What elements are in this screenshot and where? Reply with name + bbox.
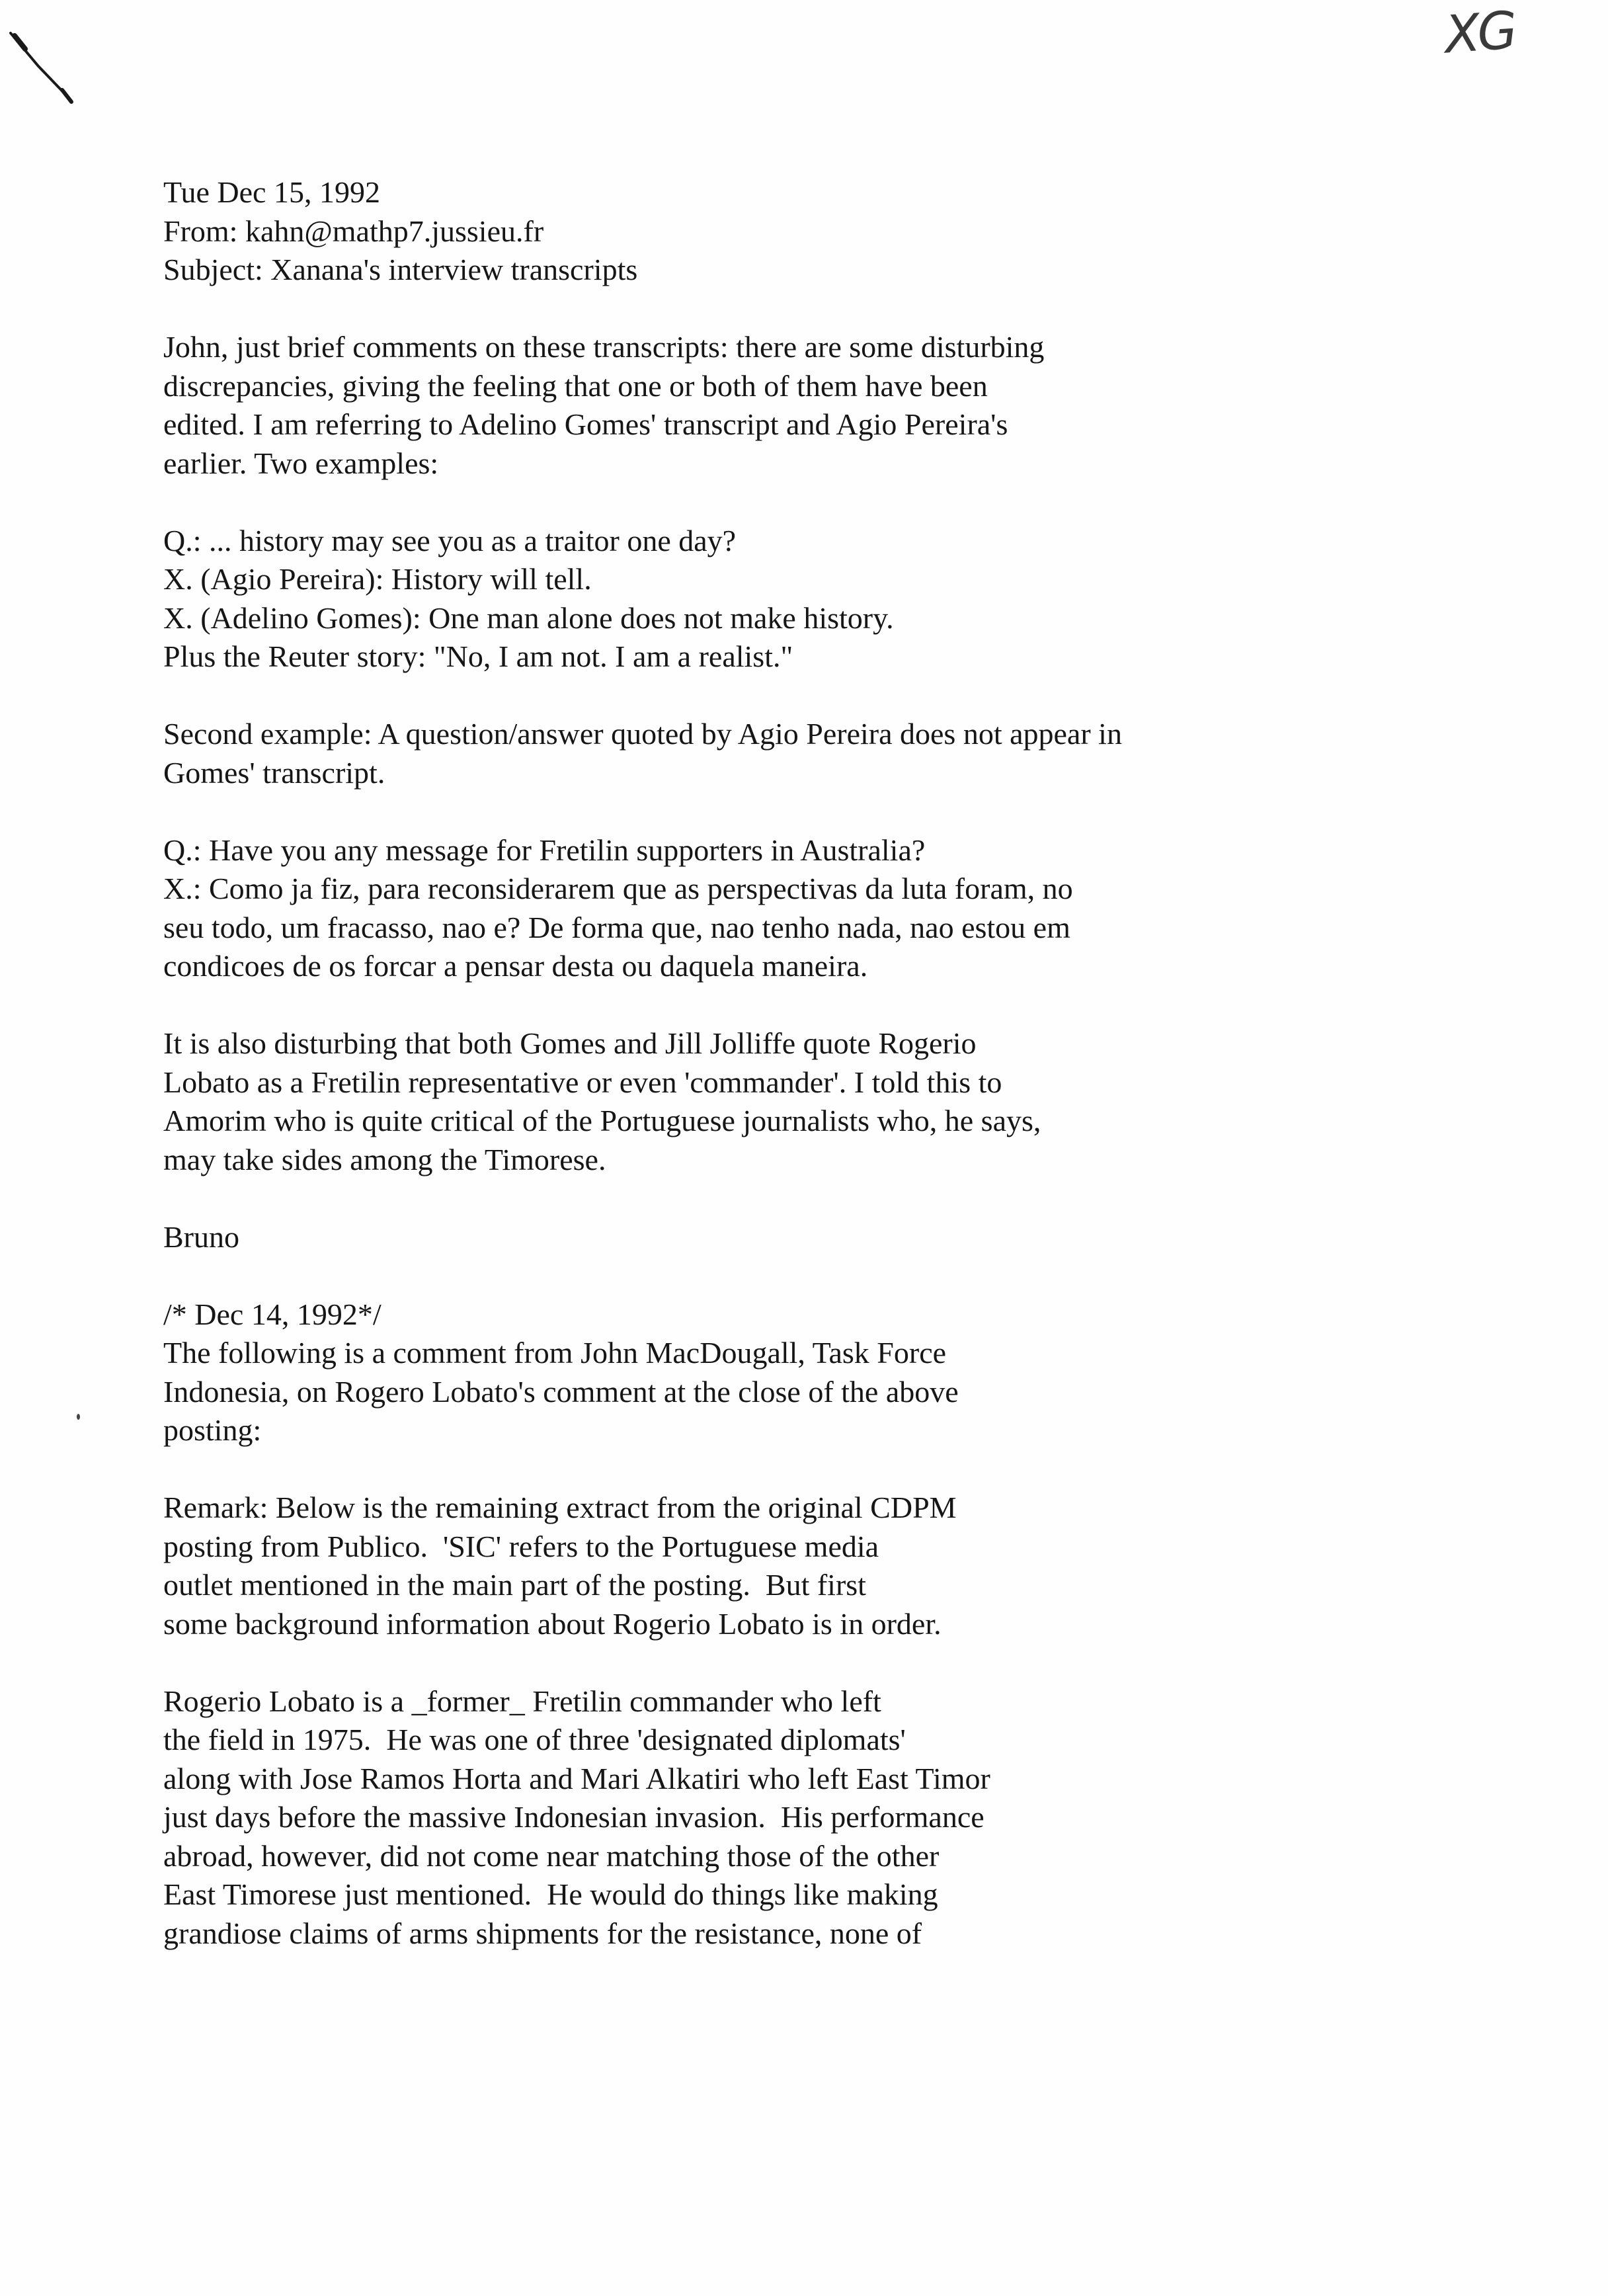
email-header [163, 173, 1486, 290]
text-line: the field in 1975. He was one of three 'designated diplomats' [163, 1723, 906, 1756]
text-line: grandiose claims of arms shipments for the resistance, none of [163, 1916, 922, 1950]
paragraph-gap [163, 1643, 1486, 1682]
text-line: discrepancies, giving the feeling that one or both of them have been [163, 368, 988, 403]
header-from: From: kahn@mathp7.jussieu.fr [163, 214, 544, 248]
section-comment [163, 1295, 1486, 1450]
text-line: X. (Adelino Gomes): One man alone does not make history. [163, 600, 894, 635]
paragraph-remark [163, 1489, 1486, 1643]
paragraph-gap [163, 1179, 1486, 1218]
text-line: some background information about Rogerio Lobato is in order. [163, 1606, 942, 1641]
text-line: Gomes' transcript. [163, 755, 385, 790]
text-line: It is also disturbing that both Gomes and Jill Jolliffe quote Rogerio [163, 1026, 977, 1060]
text-line: outlet mentioned in the main part of the posting. But first [163, 1568, 866, 1602]
text-line: edited. I am referring to Adelino Gomes' transcript and Agio Pereira's [163, 407, 1008, 441]
paragraph-gap [163, 1450, 1486, 1489]
text-line: earlier. Two examples: [163, 446, 439, 480]
header-date: Tue Dec 15, 1992 [163, 175, 380, 209]
example-one [163, 522, 1486, 676]
text-line: Q.: ... history may see you as a traitor one day? [163, 523, 737, 557]
text-line: Q.: Have you any message for Fretilin supporters in Australia? [163, 833, 926, 867]
text-line: /* Dec 14, 1992*/ [163, 1297, 382, 1331]
paragraph-gap [163, 483, 1486, 522]
text-line: Rogerio Lobato is a _former_ Fretilin commander who left [163, 1684, 881, 1718]
text-line: seu todo, um fracasso, nao e? De forma que, nao tenho nada, nao estou em [163, 910, 1070, 944]
scan-speck [77, 1414, 80, 1420]
paragraph-gap [163, 290, 1486, 329]
text-line: along with Jose Ramos Horta and Mari Alkatiri who left East Timor [163, 1761, 990, 1795]
paragraph-intro [163, 328, 1486, 483]
paragraph-second-example [163, 715, 1486, 792]
text-line: X. (Agio Pereira): History will tell. [163, 562, 592, 596]
text-line: Remark: Below is the remaining extract from the original CDPM [163, 1491, 957, 1524]
text-line: The following is a comment from John MacDougall, Task Force [163, 1336, 947, 1370]
paragraph-disturbing [163, 1024, 1486, 1179]
signature: Bruno [163, 1219, 239, 1254]
text-line: posting: [163, 1413, 262, 1447]
text-line: abroad, however, did not come near matching those of the other [163, 1838, 940, 1873]
paragraph-gap [163, 676, 1486, 716]
header-subject: Subject: Xanana's interview transcripts [163, 253, 638, 286]
example-two [163, 831, 1486, 986]
text-line: X.: Como ja fiz, para reconsiderarem que as perspectivas da luta foram, no [163, 872, 1073, 905]
email-body [163, 173, 1486, 1953]
text-line: condicoes de os forcar a pensar desta ou daquela maneira. [163, 949, 868, 983]
text-line: posting from Publico. 'SIC' refers to the Portuguese media [163, 1529, 879, 1563]
paragraph-gap [163, 1256, 1486, 1295]
text-line: Indonesia, on Rogero Lobato's comment at the close of the above [163, 1374, 959, 1409]
paragraph-gap [163, 792, 1486, 831]
text-line: John, just brief comments on these transcripts: there are some disturbing [163, 330, 1045, 364]
text-line: Lobato as a Fretilin representative or even 'commander'. I told this to [163, 1065, 1002, 1099]
paragraph-lobato [163, 1682, 1486, 1953]
pen-stroke-mark [5, 20, 98, 112]
text-line: East Timorese just mentioned. He would do things like making [163, 1877, 938, 1911]
text-line: Amorim who is quite critical of the Portuguese journalists who, he says, [163, 1104, 1041, 1137]
text-line: may take sides among the Timorese. [163, 1142, 606, 1176]
text-line: Second example: A question/answer quoted by Agio Pereira does not appear in [163, 717, 1122, 751]
text-line: Plus the Reuter story: "No, I am not. I am a realist." [163, 639, 793, 673]
text-line: just days before the massive Indonesian invasion. His performance [163, 1800, 985, 1834]
handwritten-annotation: XG [1442, 1, 1517, 65]
paragraph-gap [163, 986, 1486, 1025]
